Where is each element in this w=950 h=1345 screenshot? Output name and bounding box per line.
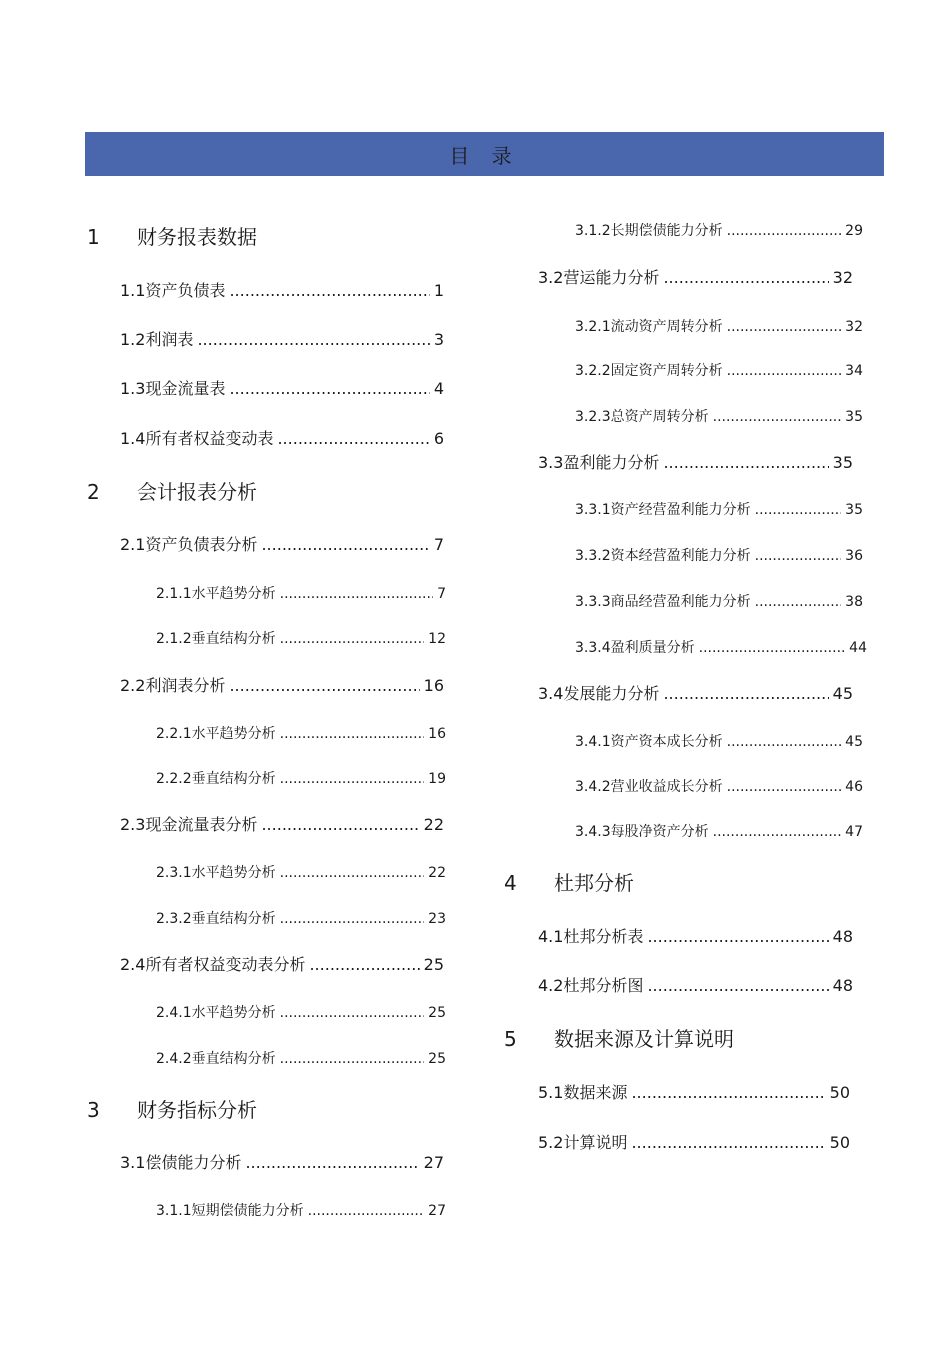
toc-page-number: 6 [433, 429, 444, 448]
toc-number: 5 [504, 1027, 517, 1051]
toc-number: 2.3 [120, 815, 146, 834]
dot-leader [229, 381, 429, 397]
toc-entry-2[interactable] [87, 482, 257, 502]
toc-entry-3-4-3[interactable] [575, 825, 863, 839]
toc-title-text: 数据来源及计算说明 [554, 1027, 734, 1051]
toc-title-text: 垂直结构分析 [191, 771, 276, 787]
dot-leader [713, 825, 842, 839]
toc-number: 1.4 [120, 429, 146, 448]
toc-entry-2-1[interactable] [120, 537, 444, 553]
dot-leader [280, 587, 433, 601]
toc-page-number: 29 [845, 223, 863, 239]
toc-entry-2-4-2[interactable] [156, 1052, 446, 1066]
toc-title-text: 数据来源 [563, 1083, 628, 1102]
toc-number: 4.2 [538, 976, 564, 995]
toc-number: 2.4.2 [156, 1051, 192, 1067]
dot-leader [631, 1135, 825, 1151]
toc-number: 3.3.1 [575, 502, 611, 518]
toc-number: 1 [87, 225, 100, 249]
toc-page-number: 32 [832, 268, 853, 287]
dot-leader [727, 364, 842, 378]
toc-entry-3-1-1[interactable] [156, 1204, 446, 1218]
toc-title-text: 杜邦分析图 [563, 976, 644, 995]
toc-page-number: 38 [845, 594, 863, 610]
toc-number: 2.3.2 [156, 911, 192, 927]
toc-page-number: 32 [845, 319, 863, 335]
toc-entry-1[interactable] [87, 227, 257, 247]
dot-leader [713, 410, 842, 424]
dot-leader [277, 431, 429, 447]
toc-title-text: 长期偿债能力分析 [610, 223, 723, 239]
toc-title-text: 每股净资产分析 [610, 824, 709, 840]
toc-number: 3.1.1 [156, 1203, 192, 1219]
toc-number: 5.2 [538, 1133, 564, 1152]
toc-page-number: 4 [433, 379, 444, 398]
toc-number: 3.1.2 [575, 223, 611, 239]
toc-page-number: 25 [428, 1051, 446, 1067]
toc-page-number: 16 [428, 726, 446, 742]
dot-leader [727, 224, 842, 238]
toc-number: 4.1 [538, 927, 564, 946]
toc-entry-3-2-3[interactable] [575, 410, 863, 424]
dot-leader [308, 1204, 425, 1218]
toc-entry-2-3[interactable] [120, 817, 444, 833]
toc-page-number: 19 [428, 771, 446, 787]
toc-number: 2.2.1 [156, 726, 192, 742]
toc-entry-3-3-1[interactable] [575, 503, 863, 517]
toc-number: 3.3.2 [575, 548, 611, 564]
toc-title-text: 资产经营盈利能力分析 [610, 502, 751, 518]
toc-entry-3-1-2[interactable] [575, 224, 863, 238]
toc-number: 3.3.3 [575, 594, 611, 610]
toc-page-number: 35 [845, 502, 863, 518]
dot-leader [663, 270, 828, 286]
dot-leader [245, 1155, 419, 1171]
toc-page-number: 45 [845, 734, 863, 750]
dot-leader [631, 1085, 825, 1101]
toc-number: 1.3 [120, 379, 146, 398]
toc-entry-3-2[interactable] [538, 270, 853, 286]
toc-entry-4[interactable] [504, 873, 634, 893]
toc-number: 2.1 [120, 535, 146, 554]
toc-number: 2.2.2 [156, 771, 192, 787]
toc-title-text: 利润表分析 [145, 676, 226, 695]
toc-page-number: 12 [428, 631, 446, 647]
toc-title-text: 资产负债表分析 [145, 535, 258, 554]
dot-leader [197, 332, 429, 348]
toc-number: 1.2 [120, 330, 146, 349]
toc-title-text: 发展能力分析 [563, 684, 660, 703]
toc-number: 3.4 [538, 684, 564, 703]
toc-number: 2.4 [120, 955, 146, 974]
toc-entry-3-4-2[interactable] [575, 780, 863, 794]
toc-title-text: 财务报表数据 [137, 225, 257, 249]
dot-leader [280, 727, 425, 741]
toc-entry-2-3-2[interactable] [156, 912, 446, 926]
dot-leader [309, 957, 419, 973]
toc-entry-3-3[interactable] [538, 455, 853, 471]
toc-title-text: 垂直结构分析 [191, 631, 276, 647]
toc-title-text: 总资产周转分析 [610, 409, 709, 425]
toc-entry-3-3-2[interactable] [575, 549, 863, 563]
dot-leader [755, 595, 842, 609]
toc-number: 2.1.2 [156, 631, 192, 647]
toc-number: 3.2.3 [575, 409, 611, 425]
toc-entry-3-2-1[interactable] [575, 320, 863, 334]
toc-entry-5[interactable] [504, 1029, 734, 1049]
dot-leader [280, 1052, 425, 1066]
toc-page-number: 36 [845, 548, 863, 564]
toc-number: 3.3 [538, 453, 564, 472]
toc-number: 3.4.2 [575, 779, 611, 795]
toc-entry-2-2-1[interactable] [156, 727, 446, 741]
toc-page-number: 35 [845, 409, 863, 425]
toc-title-text: 水平趋势分析 [191, 586, 276, 602]
toc-entry-2-2-2[interactable] [156, 772, 446, 786]
toc-page-number: 22 [423, 815, 444, 834]
toc-page-number: 25 [428, 1005, 446, 1021]
dot-leader [755, 503, 842, 517]
toc-title-text: 流动资产周转分析 [610, 319, 723, 335]
toc-page-number: 46 [845, 779, 863, 795]
toc-title-text: 商品经营盈利能力分析 [610, 594, 751, 610]
dot-leader [699, 641, 846, 655]
toc-title-text: 水平趋势分析 [191, 865, 276, 881]
toc-entry-1-4[interactable] [120, 431, 444, 447]
toc-entry-1-1[interactable] [120, 283, 444, 299]
toc-page-number: 27 [423, 1153, 444, 1172]
toc-number: 3.3.4 [575, 640, 611, 656]
toc-title-text: 所有者权益变动表 [145, 429, 274, 448]
toc-number: 1.1 [120, 281, 146, 300]
toc-entry-2-4-1[interactable] [156, 1006, 446, 1020]
toc-entry-3-4[interactable] [538, 686, 853, 702]
toc-title-text: 水平趋势分析 [191, 1005, 276, 1021]
toc-entry-3-3-3[interactable] [575, 595, 863, 609]
toc-title-text: 资产负债表 [145, 281, 226, 300]
toc-title: 目 录 [449, 143, 520, 168]
toc-number: 5.1 [538, 1083, 564, 1102]
toc-title-text: 资本经营盈利能力分析 [610, 548, 751, 564]
toc-entry-2-2[interactable] [120, 678, 444, 694]
toc-number: 3.2.2 [575, 363, 611, 379]
toc-entry-3-1[interactable] [120, 1155, 444, 1171]
toc-page-number: 45 [832, 684, 853, 703]
dot-leader [280, 632, 425, 646]
toc-title-text: 计算说明 [563, 1133, 628, 1152]
toc-page-number: 7 [437, 586, 446, 602]
toc-page-number: 23 [428, 911, 446, 927]
toc-title-text: 营业收益成长分析 [610, 779, 723, 795]
toc-title-text: 垂直结构分析 [191, 911, 276, 927]
toc-entry-3-3-4[interactable] [575, 641, 867, 655]
toc-title-text: 垂直结构分析 [191, 1051, 276, 1067]
toc-title-text: 资产资本成长分析 [610, 734, 723, 750]
toc-title-text: 水平趋势分析 [191, 726, 276, 742]
dot-leader [727, 735, 842, 749]
toc-entry-5-1[interactable] [538, 1085, 850, 1101]
toc-page-number: 3 [433, 330, 444, 349]
dot-leader [647, 978, 828, 994]
toc-page-number: 7 [433, 535, 444, 554]
toc-entry-1-3[interactable] [120, 381, 444, 397]
toc-page-number: 25 [423, 955, 444, 974]
toc-entry-3-2-2[interactable] [575, 364, 863, 378]
toc-page-number: 47 [845, 824, 863, 840]
toc-page-number: 50 [829, 1083, 850, 1102]
toc-number: 4 [504, 871, 517, 895]
toc-entry-2-4[interactable] [120, 957, 444, 973]
dot-leader [280, 772, 425, 786]
toc-title-text: 短期偿债能力分析 [191, 1203, 304, 1219]
toc-title-text: 盈利能力分析 [563, 453, 660, 472]
toc-number: 3.1 [120, 1153, 146, 1172]
toc-entry-1-2[interactable] [120, 332, 444, 348]
toc-number: 3.4.1 [575, 734, 611, 750]
toc-header-bar [85, 132, 884, 176]
toc-page-number: 16 [423, 676, 444, 695]
toc-number: 2.1.1 [156, 586, 192, 602]
dot-leader [727, 780, 842, 794]
toc-title-text: 营运能力分析 [563, 268, 660, 287]
toc-entry-4-1[interactable] [538, 929, 853, 945]
dot-leader [261, 817, 419, 833]
toc-title-text: 杜邦分析 [554, 871, 634, 895]
toc-page-number: 34 [845, 363, 863, 379]
dot-leader [229, 283, 429, 299]
dot-leader [647, 929, 828, 945]
toc-title-text: 固定资产周转分析 [610, 363, 723, 379]
toc-number: 2 [87, 480, 100, 504]
toc-number: 3.4.3 [575, 824, 611, 840]
toc-page-number: 44 [849, 640, 867, 656]
toc-number: 3.2 [538, 268, 564, 287]
dot-leader [261, 537, 429, 553]
dot-leader [280, 912, 425, 926]
dot-leader [663, 455, 828, 471]
toc-title-text: 所有者权益变动表分析 [145, 955, 306, 974]
toc-number: 2.2 [120, 676, 146, 695]
toc-page-number: 50 [829, 1133, 850, 1152]
toc-page-number: 27 [428, 1203, 446, 1219]
dot-leader [755, 549, 842, 563]
toc-title-text: 现金流量表 [145, 379, 226, 398]
toc-entry-2-3-1[interactable] [156, 866, 446, 880]
dot-leader [229, 678, 419, 694]
dot-leader [727, 320, 842, 334]
toc-entry-2-1-1[interactable] [156, 587, 446, 601]
toc-title-text: 会计报表分析 [137, 480, 257, 504]
toc-entry-4-2[interactable] [538, 978, 853, 994]
toc-title-text: 财务指标分析 [137, 1098, 257, 1122]
toc-number: 3.2.1 [575, 319, 611, 335]
toc-title-text: 偿债能力分析 [145, 1153, 242, 1172]
toc-page-number: 48 [832, 927, 853, 946]
toc-number: 2.3.1 [156, 865, 192, 881]
dot-leader [280, 866, 425, 880]
toc-number: 2.4.1 [156, 1005, 192, 1021]
toc-title-text: 现金流量表分析 [145, 815, 258, 834]
toc-page-number: 1 [433, 281, 444, 300]
toc-number: 3 [87, 1098, 100, 1122]
toc-page-number: 22 [428, 865, 446, 881]
toc-title-text: 盈利质量分析 [610, 640, 695, 656]
toc-entry-3-4-1[interactable] [575, 735, 863, 749]
toc-title-text: 杜邦分析表 [563, 927, 644, 946]
toc-entry-2-1-2[interactable] [156, 632, 446, 646]
toc-entry-3[interactable] [87, 1100, 257, 1120]
toc-title-text: 利润表 [145, 330, 194, 349]
dot-leader [280, 1006, 425, 1020]
toc-entry-5-2[interactable] [538, 1135, 850, 1151]
toc-page-number: 35 [832, 453, 853, 472]
toc-page-number: 48 [832, 976, 853, 995]
dot-leader [663, 686, 828, 702]
